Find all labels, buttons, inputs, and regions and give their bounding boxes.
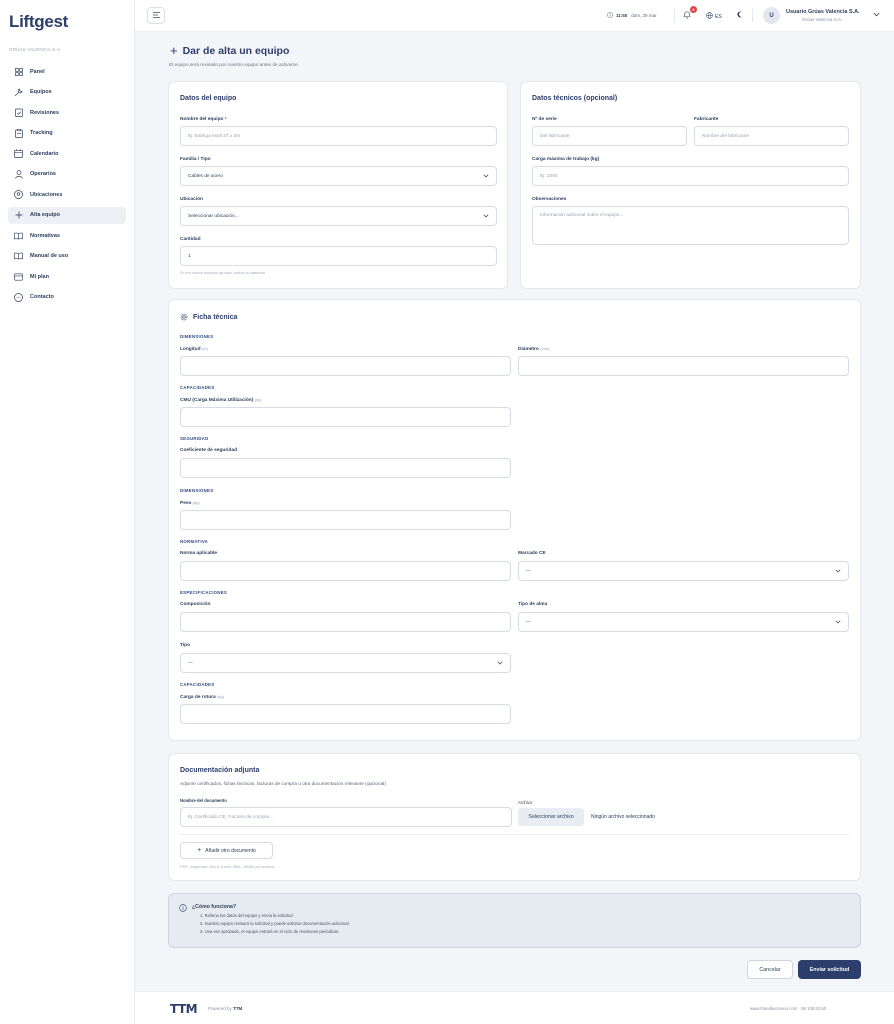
sidebar-item-normativas[interactable] — [8, 227, 126, 244]
breaking-load-input[interactable] — [180, 704, 511, 724]
select-value: Cables de acero — [188, 173, 223, 179]
field-label: Archivo — [518, 800, 532, 805]
sidebar-item-label: Panel — [30, 68, 45, 75]
credit-card-icon — [14, 272, 23, 281]
location-select[interactable] — [180, 206, 497, 226]
avatar[interactable]: U — [763, 7, 780, 24]
moon-icon — [737, 14, 744, 20]
label-text: Carga de rotura — [180, 695, 216, 700]
chat-icon — [14, 293, 23, 302]
card-title: Documentación adjunta — [180, 767, 260, 774]
field-label: Carga máxima de trabajo (kg) — [532, 157, 600, 162]
sidebar-item-label: Revisiones — [30, 109, 60, 116]
field-label: Fabricante — [694, 117, 719, 122]
chevron-down-icon — [483, 214, 489, 220]
clipboard-icon — [14, 129, 23, 138]
sidebar-item-mi-plan[interactable] — [8, 268, 126, 285]
how-step: 3. Una vez aprobado, el equipo entrará en el ciclo de revisiones periódicas — [200, 929, 339, 934]
sidebar-item-equipos[interactable] — [8, 84, 126, 101]
label-text: Diámetro — [518, 347, 539, 352]
sidebar-item-label: Manual de uso — [30, 253, 69, 259]
field-label — [180, 117, 227, 122]
unit: (m) — [201, 346, 208, 351]
sidebar-item-operarios[interactable] — [8, 166, 126, 183]
how-step: 1. Rellena los datos del equipo y envía la solicitud — [200, 913, 293, 918]
card-subtitle: Adjunte certificados, fichas técnicas, facturas de compra u otra documentación relevante (opcional) — [180, 781, 386, 786]
unit: (kg) — [217, 694, 224, 699]
field-label: Familia / Tipo — [180, 157, 211, 162]
sidebar-item-label: Operarios — [30, 171, 56, 177]
select-value: — — [526, 619, 531, 625]
powered-brand: TTM — [233, 1006, 243, 1011]
section-heading: CAPACIDADES — [180, 682, 215, 687]
user-icon — [14, 170, 23, 179]
section-heading: DIMENSIONES — [180, 488, 214, 493]
sidebar — [0, 0, 135, 1024]
sidebar-item-ubicaciones[interactable] — [8, 186, 126, 203]
sidebar-item-label: Ubicaciones — [30, 191, 63, 198]
chevron-down-icon — [835, 569, 841, 575]
card-title: Datos del equipo — [180, 95, 237, 102]
file-hint: PDF, imágenes, Word, Excel. Máx. 10MB por archivo. — [180, 864, 276, 869]
how-step: 2. Nuestro equipo revisará la solicitud y puede solicitar documentación adicional — [200, 921, 349, 926]
cancel-button[interactable]: Cancelar — [747, 960, 793, 979]
label-text: Peso — [180, 501, 192, 506]
page-subtitle: El equipo será revisado por nuestro equipo antes de activarse — [169, 62, 298, 67]
sidebar-nav — [8, 63, 126, 309]
sidebar-item-label: Mi plan — [30, 273, 49, 280]
no-file-selected: Ningún archivo seleccionado — [591, 814, 655, 820]
required-mark: * — [224, 117, 227, 122]
calendar-icon — [14, 149, 23, 158]
unit: (kg) — [254, 397, 262, 402]
max-load-input[interactable]: Ej: 2000 — [532, 166, 849, 186]
select-value: Seleccionar ubicación... — [188, 213, 239, 219]
field-label: Norma aplicable — [180, 551, 218, 556]
chevron-down-icon[interactable] — [873, 12, 880, 19]
field-label: Observaciones — [532, 197, 567, 202]
textarea-placeholder: Información adicional sobre el equipo... — [540, 213, 624, 218]
card-title: Datos técnicos (opcional) — [532, 95, 618, 102]
page-title-text: Dar de alta un equipo — [182, 44, 290, 57]
submit-button[interactable]: Enviar solicitud — [798, 960, 861, 979]
equipment-name-input[interactable]: Ej: Eslinga textil 2T x 3m — [180, 126, 497, 146]
plus-icon — [14, 211, 23, 220]
field-label: Tipo de alma — [518, 602, 548, 607]
menu-icon — [153, 12, 160, 20]
field-label: Nº de serie — [532, 117, 557, 122]
length-input[interactable] — [180, 356, 511, 376]
user-company: Grúas Valencia S.A. — [802, 17, 843, 22]
footer — [135, 991, 894, 1024]
unit: (kg) — [192, 500, 200, 505]
add-document-button[interactable] — [180, 842, 273, 859]
card-title-text: Ficha técnica — [193, 313, 238, 321]
sidebar-item-panel[interactable] — [8, 63, 126, 80]
field-label: Ubicación — [180, 197, 203, 202]
powered-by — [208, 1006, 242, 1011]
weight-input[interactable] — [180, 510, 511, 530]
section-heading: SEGURIDAD — [180, 436, 209, 441]
plus-icon: + — [170, 43, 178, 58]
page-title — [170, 44, 289, 57]
field-label — [180, 346, 208, 352]
standard-input[interactable] — [180, 561, 511, 581]
footer-logo: TTM — [170, 1002, 198, 1016]
theme-toggle-button[interactable] — [737, 11, 744, 20]
how-it-works-title: ¿Cómo funciona? — [192, 904, 237, 910]
manufacturer-input[interactable]: Nombre del fabricante — [694, 126, 849, 146]
sidebar-item-alta-equipo[interactable] — [8, 207, 126, 224]
field-label: Marcado CE — [518, 551, 546, 556]
label-text: Nombre del equipo — [180, 117, 224, 122]
current-time: 11:50 — [616, 13, 628, 18]
diameter-input[interactable] — [518, 356, 849, 376]
sidebar-item-tracking[interactable] — [8, 125, 126, 142]
select-value: — — [526, 568, 531, 574]
select-value: — — [188, 660, 193, 666]
sidebar-item-contacto[interactable] — [8, 289, 126, 306]
card-title — [180, 313, 237, 321]
family-type-select[interactable] — [180, 166, 497, 186]
language-selector[interactable] — [706, 12, 722, 21]
section-heading: ESPECIFICACIONES — [180, 590, 228, 595]
clock — [607, 12, 657, 19]
safety-coefficient-input[interactable] — [180, 458, 511, 478]
sidebar-item-calendario[interactable] — [8, 145, 126, 162]
footer-contact[interactable]: www.ttmediterraneo.com · 96 108 82 60 — [750, 1006, 827, 1011]
sidebar-item-label: Tracking — [30, 130, 53, 136]
quantity-hint: Si son varios equipos iguales, indica la cantidad — [180, 270, 265, 275]
field-label: Coeficiente de seguridad — [180, 448, 238, 453]
label-text: CMU (Carga Máxima Utilización) — [180, 398, 254, 403]
section-heading: DIMENSIONES — [180, 334, 214, 339]
field-label — [518, 346, 549, 352]
clock-icon — [607, 12, 613, 19]
info-icon — [179, 904, 187, 914]
wrench-icon — [14, 88, 23, 97]
user-name[interactable]: Usuario Grúas Valencia S.A. — [786, 9, 860, 15]
powered-prefix: Powered by — [208, 1006, 232, 1011]
field-label: Tipo — [180, 643, 191, 648]
quantity-input[interactable]: 1 — [180, 246, 497, 266]
map-pin-icon — [14, 190, 23, 199]
select-file-button[interactable]: Seleccionar archivo — [518, 808, 584, 826]
core-type-select[interactable] — [518, 612, 849, 632]
notification-badge: 6 — [690, 6, 697, 13]
top-bar — [135, 0, 894, 32]
current-date: dom, 29 mar — [631, 13, 657, 18]
language-code: ES — [715, 13, 722, 20]
chevron-down-icon — [835, 620, 841, 626]
sidebar-item-label: Contacto — [30, 294, 54, 300]
chevron-down-icon — [483, 174, 489, 180]
section-heading: NORMATIVA — [180, 539, 209, 544]
book-icon — [14, 231, 23, 240]
divider — [674, 9, 675, 22]
section-heading: CAPACIDADES — [180, 385, 215, 390]
observations-textarea[interactable] — [532, 206, 849, 245]
sidebar-item-label: Normativas — [30, 232, 60, 239]
type-select[interactable] — [180, 653, 511, 673]
button-label: Añadir otro documento — [205, 847, 256, 854]
sidebar-item-manual[interactable] — [8, 248, 126, 265]
plus-icon: + — [197, 847, 202, 854]
sidebar-item-revisiones[interactable] — [8, 104, 126, 121]
chevron-down-icon — [497, 661, 503, 667]
field-label — [180, 397, 262, 403]
company-name: GRÚAS VALENCIA S.A. — [9, 47, 62, 52]
field-label: Nombre del documento — [180, 798, 227, 803]
document-name-input[interactable]: Ej: Certificado CE, Factura de compra... — [180, 807, 512, 827]
sidebar-item-label: Calendario — [30, 150, 59, 157]
sidebar-item-label: Alta equipo — [30, 212, 60, 218]
field-label: Cantidad — [180, 237, 201, 242]
sidebar-item-label: Equipos — [30, 89, 52, 95]
bell-icon — [683, 15, 691, 21]
ce-marking-select[interactable] — [518, 561, 849, 581]
field-label — [180, 500, 200, 506]
serial-number-input[interactable]: Del fabricante — [532, 126, 687, 146]
divider — [752, 9, 753, 22]
clipboard-check-icon — [14, 108, 23, 117]
book-open-icon — [14, 252, 23, 261]
divider — [180, 834, 849, 835]
gear-icon — [180, 313, 188, 321]
menu-toggle-button[interactable] — [147, 7, 165, 24]
composition-input[interactable] — [180, 612, 511, 632]
unit: (mm) — [540, 346, 550, 351]
cmu-input[interactable] — [180, 407, 511, 427]
grid-icon — [14, 67, 23, 76]
app-logo[interactable]: Liftgest — [9, 12, 68, 31]
globe-icon — [706, 12, 713, 21]
label-text: Longitud — [180, 347, 201, 352]
field-label — [180, 694, 224, 700]
field-label: Composición — [180, 602, 211, 607]
